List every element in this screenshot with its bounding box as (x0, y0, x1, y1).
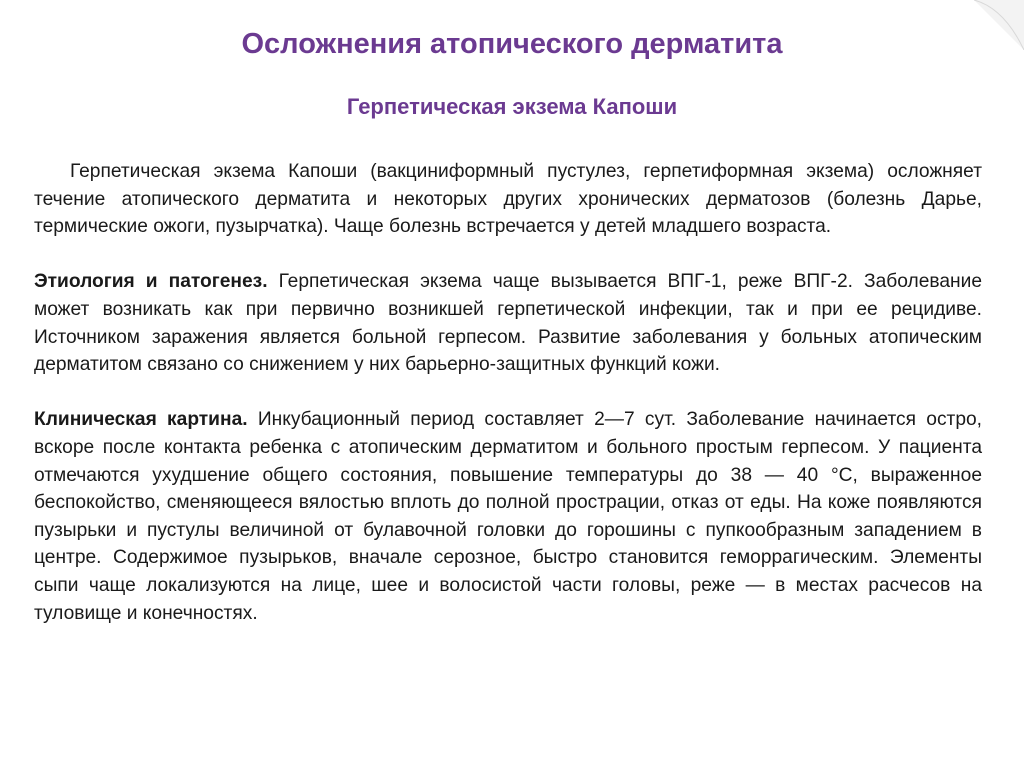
slide-title: Осложнения атопического дерматита (241, 28, 783, 60)
paragraph-clinical (34, 406, 982, 627)
etiology-heading: Этиология и патогенез. (34, 271, 268, 293)
etiology-text: Герпетическая экзема чаще вызывается ВПГ-1, реже ВПГ-2. Заболевание может возникать как при первично возникшей герпетической инфекции, так и при ее рецидиве. Источником заражения является больной герпесом. Развитие заболевания у больных атопическим дерматитом связано со снижением у них барьерно-защитных функций кожи. (34, 271, 982, 376)
paragraph-intro: Герпетическая экзема Капоши (вакциниформный пустулез, герпетиформная экзема) осложняет течение атопического дерматита и некоторых других хронических дерматозов (болезнь Дарье, термические ожоги, пузырчатка). Чаще болезнь встречается у детей младшего возраста. (34, 161, 982, 238)
clinical-heading: Клиническая картина. (34, 409, 248, 431)
slide-subtitle: Герпетическая экзема Капоши (346, 94, 678, 119)
paragraph-etiology (34, 268, 982, 378)
clinical-text: Инкубационный период составляет 2—7 сут. Заболевание начинается остро, вскоре после контакта ребенка с атопическим дерматитом и больного простым герпесом. У пациента отмечаются ухудшение общего состояния, повышение температуры до 38 — 40 °С, выраженное беспокойство, сменяющееся вялостью вплоть до полной прострации, отказ от еды. На коже появляются пузырьки и пустулы величиной от булавочной головки до горошины с пупкообразным западением в центре. Содержимое пузырьков, вначале серозное, быстро становится геморрагическим. Элементы сыпи чаще локализуются на лице, шее и волосистой части головы, реже — в местах расчесов на туловище и конечностях. (34, 409, 983, 624)
body-text (34, 158, 982, 655)
